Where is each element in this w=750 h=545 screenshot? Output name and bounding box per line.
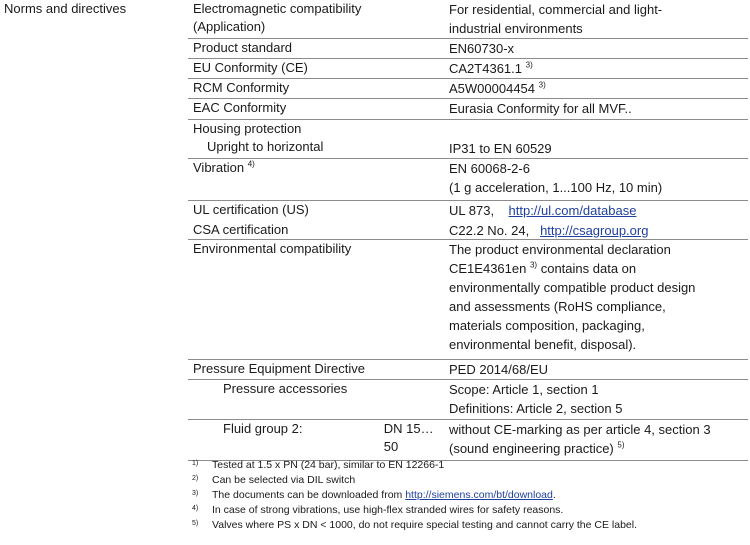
table-row (188, 380, 748, 420)
row-label: Housing protection (193, 121, 302, 136)
footnote-text: In case of strong vibrations, use high-flex stranded wires for safety reasons. (212, 504, 564, 516)
footnote-ref: 5) (617, 440, 625, 450)
footnote-ref: 4) (247, 159, 255, 169)
row-value: A5W00004454 (449, 81, 536, 96)
footnote (192, 458, 637, 473)
row-value: CE1E4361en (449, 261, 527, 276)
row-value: The product environmental declaration (449, 242, 671, 257)
footnote (192, 518, 637, 533)
table-row (188, 0, 748, 39)
table-row (188, 120, 748, 159)
table-row (188, 79, 748, 99)
row-value: IP31 to EN 60529 (449, 141, 552, 156)
footnote-ref: 3) (529, 260, 538, 270)
table-row (188, 39, 748, 59)
row-label: CSA certification (193, 222, 289, 237)
footnote (192, 503, 637, 518)
row-value: EN 60068-2-6 (449, 161, 530, 176)
row-value: (1 g acceleration, 1...100 Hz, 10 min) (449, 180, 663, 195)
row-value: PED 2014/68/EU (449, 362, 549, 377)
row-label: Product standard (193, 40, 293, 55)
footnote-text: The documents can be downloaded from (212, 489, 406, 501)
row-value: CA2T4361.1 (449, 61, 522, 76)
footnote-text: Can be selected via DIL switch (212, 474, 356, 486)
row-label: Vibration (193, 160, 245, 175)
row-value: contains data on (540, 261, 637, 276)
row-value: materials composition, packaging, (449, 318, 645, 333)
row-value: industrial environments (449, 21, 583, 36)
row-label: DN 15…50 (383, 421, 434, 454)
row-value: and assessments (RoHS compliance, (449, 299, 666, 314)
table-row (188, 420, 748, 461)
table-row (188, 201, 748, 221)
footnotes (192, 458, 637, 533)
row-label: Pressure accessories (223, 381, 348, 396)
footnote-number: 3) (192, 490, 199, 497)
footnote-ref: 3) (525, 60, 533, 70)
row-label: EU Conformity (CE) (193, 60, 308, 75)
table-row (188, 360, 748, 380)
footnote-number: 5) (192, 520, 199, 527)
row-value: environmentally compatible product design (449, 280, 696, 295)
footnote (192, 488, 637, 503)
table-row (188, 221, 748, 240)
row-label: Environmental compatibility (193, 241, 352, 256)
footnote-text: Tested at 1.5 x PN (24 bar), similar to EN 12266-1 (212, 459, 445, 471)
row-value: Scope: Article 1, section 1 (449, 382, 599, 397)
row-value: Definitions: Article 2, section 5 (449, 401, 623, 416)
footnote-number: 4) (192, 505, 199, 512)
row-label: UL certification (US) (193, 202, 309, 217)
siemens-download-link[interactable]: http://siemens.com/bt/download (405, 489, 553, 501)
norms-table (188, 0, 748, 461)
row-value: EN60730-x (449, 41, 515, 56)
row-label: Upright to horizontal (207, 139, 324, 154)
footnote-number: 2) (192, 475, 199, 482)
row-value: (sound engineering practice) (449, 441, 614, 456)
row-value: C22.2 No. 24, (449, 223, 530, 238)
row-value: Eurasia Conformity for all MVF.. (449, 101, 632, 116)
table-row (188, 159, 748, 201)
row-label: Electromagnetic compatibility (193, 1, 362, 16)
footnote-text: Valves where PS x DN < 1000, do not require special testing and cannot carry the CE label. (212, 519, 637, 531)
footnote-number: 1) (192, 460, 199, 467)
table-row (188, 59, 748, 79)
footnote (192, 473, 637, 488)
row-value: environmental benefit, disposal). (449, 337, 637, 352)
ul-database-link[interactable]: http://ul.com/database (508, 203, 637, 218)
row-label: Fluid group 2: (223, 421, 303, 436)
footnote-text: . (552, 489, 556, 501)
row-label: Pressure Equipment Directive (193, 361, 365, 376)
row-value: For residential, commercial and light- (449, 2, 663, 17)
table-row (188, 99, 748, 120)
row-label: RCM Conformity (193, 80, 290, 95)
section-label: Norms and directives (4, 1, 127, 16)
row-label: EAC Conformity (193, 100, 287, 115)
row-label: (Application) (193, 19, 266, 34)
row-value: without CE-marking as per article 4, section 3 (449, 422, 711, 437)
row-value: UL 873, (449, 203, 495, 218)
footnote-ref: 3) (538, 80, 546, 90)
table-row (188, 240, 748, 360)
csa-group-link[interactable]: http://csagroup.org (540, 223, 649, 238)
